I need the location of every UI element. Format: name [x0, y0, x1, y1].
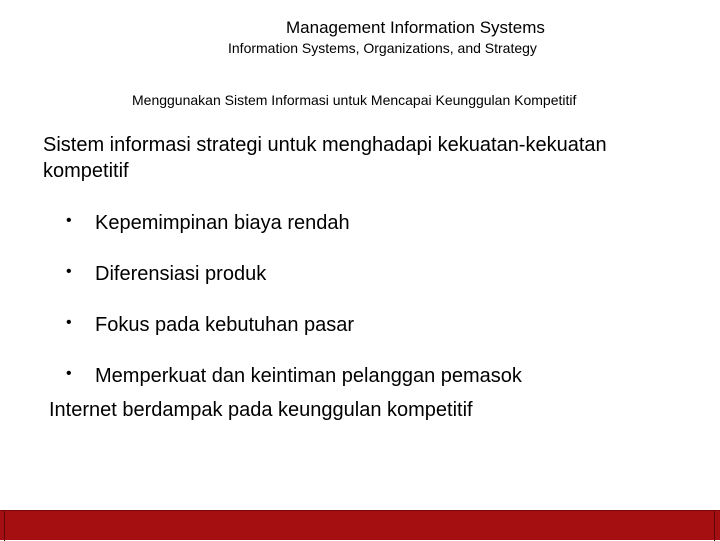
slide-subtitle: Information Systems, Organizations, and Strategy: [228, 40, 537, 56]
footer-bar: [0, 510, 720, 540]
section-heading: Menggunakan Sistem Informasi untuk Mencapai Keunggulan Kompetitif: [132, 92, 577, 108]
footer-divider-right: [714, 511, 715, 541]
bullet-icon: •: [66, 314, 72, 331]
list-item: [66, 312, 522, 338]
bullet-label: Diferensiasi produk: [95, 263, 267, 285]
list-item: [66, 261, 522, 287]
slide-title-text: Management Information Systems: [286, 18, 545, 37]
bullet-icon: •: [66, 365, 72, 382]
bullet-icon: •: [66, 263, 72, 280]
closing-text: Internet berdampak pada keunggulan kompetitif: [49, 399, 473, 421]
bullet-label: Fokus pada kebutuhan pasar: [95, 314, 355, 336]
list-item: [66, 363, 522, 389]
bullet-list: [66, 210, 522, 414]
footer-divider-left: [4, 511, 5, 541]
bullet-icon: •: [66, 212, 72, 229]
list-item: [66, 210, 522, 236]
bullet-label: Memperkuat dan keintiman pelanggan pemasok: [95, 365, 522, 387]
bullet-label: Kepemimpinan biaya rendah: [95, 212, 350, 234]
lead-text: Sistem informasi strategi untuk menghadapi kekuatan-kekuatan kompetitif: [43, 134, 607, 182]
